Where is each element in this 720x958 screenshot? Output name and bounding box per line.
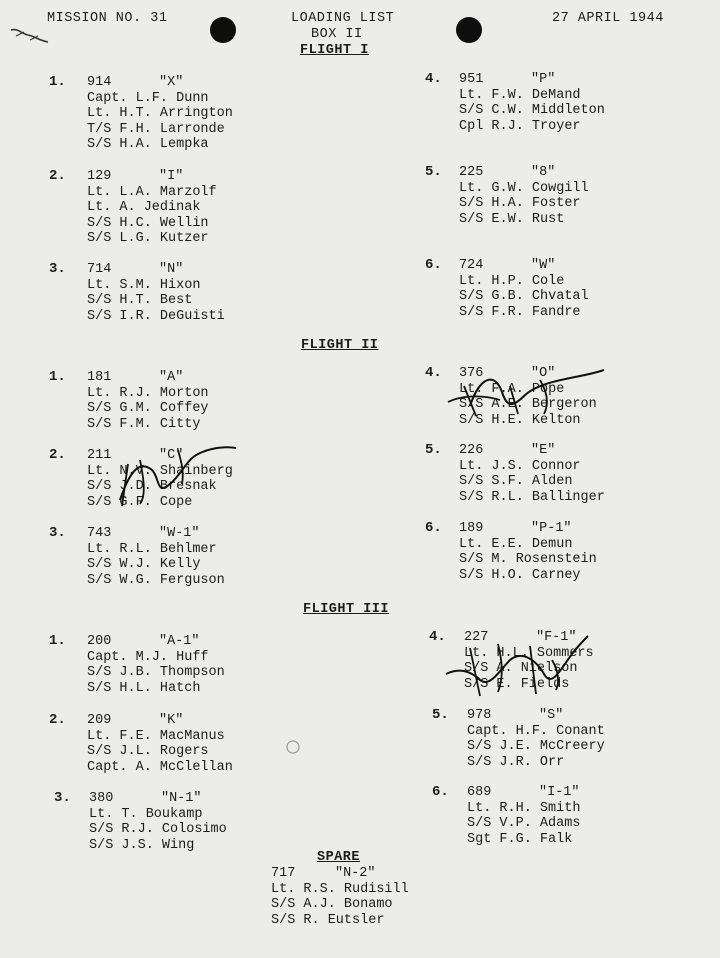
entry-number: 5. xyxy=(432,707,449,723)
aircraft-serial: 743 xyxy=(87,526,112,541)
aircraft-serial: 951 xyxy=(459,72,484,87)
flight-2-title: FLIGHT II xyxy=(301,338,379,353)
crew-member: S/S H.C. Wellin xyxy=(87,215,209,231)
aircraft-entry xyxy=(425,366,597,428)
entry-number: 3. xyxy=(49,525,66,541)
aircraft-callsign: "P" xyxy=(531,72,556,87)
crew-member: Lt. F.W. DeMand xyxy=(459,87,581,103)
aircraft-serial: 209 xyxy=(87,713,112,728)
crew-member: Lt. J.S. Connor xyxy=(459,458,581,474)
aircraft-entry xyxy=(425,521,597,583)
crew-member: S/S H.E. Kelton xyxy=(459,412,581,428)
aircraft-callsign: "N-2" xyxy=(335,866,376,881)
aircraft-callsign: "N" xyxy=(159,262,184,277)
crew-member: S/S L.G. Kutzer xyxy=(87,231,209,246)
crew-member: Capt. H.F. Conant xyxy=(467,723,605,739)
crew-member: S/S G.F. Cope xyxy=(87,494,193,510)
crew-member: S/S A.J. Bonamo xyxy=(271,897,393,912)
aircraft-entry xyxy=(425,258,589,320)
aircraft-callsign: "I-1" xyxy=(539,785,580,800)
entry-number: 5. xyxy=(425,164,442,180)
entry-number: 3. xyxy=(54,790,71,806)
crew-member: S/S R.J. Colosimo xyxy=(89,822,227,837)
crew-member: S/S J.L. Rogers xyxy=(87,744,209,759)
entry-number: 6. xyxy=(432,784,449,800)
crew-member: S/S E.W. Rust xyxy=(459,211,565,227)
aircraft-entry xyxy=(49,169,217,247)
crew-member: S/S F.M. Citty xyxy=(87,416,201,432)
aircraft-callsign: "P-1" xyxy=(531,521,572,536)
aircraft-serial: 914 xyxy=(87,75,112,90)
spare-aircraft-entry xyxy=(271,866,409,928)
crew-member: Lt. R.J. Morton xyxy=(87,385,209,401)
aircraft-callsign: "K" xyxy=(159,713,184,728)
entry-number: 4. xyxy=(425,365,442,381)
aircraft-callsign: "W" xyxy=(531,258,556,273)
flight-1-title: FLIGHT I xyxy=(300,43,369,58)
entry-number: 1. xyxy=(49,369,66,385)
crew-member: S/S H.A. Lempka xyxy=(87,137,209,152)
aircraft-callsign: "F-1" xyxy=(536,630,577,645)
crew-member: Capt. L.F. Dunn xyxy=(87,90,209,106)
crew-member: Lt. S.M. Hixon xyxy=(87,277,201,293)
aircraft-serial: 200 xyxy=(87,634,112,649)
aircraft-serial: 724 xyxy=(459,258,484,273)
crew-member: Lt. A. Jedinak xyxy=(87,200,201,215)
aircraft-entry xyxy=(429,630,594,692)
crew-member: Cpl R.J. Troyer xyxy=(459,118,581,134)
aircraft-serial: 978 xyxy=(467,708,492,723)
document-title: LOADING LIST xyxy=(291,11,395,26)
aircraft-serial: 226 xyxy=(459,443,484,458)
aircraft-callsign: "S" xyxy=(539,708,564,723)
aircraft-callsign: "C" xyxy=(159,448,184,463)
crew-member: S/S C.W. Middleton xyxy=(459,103,605,118)
entry-number: 6. xyxy=(425,520,442,536)
aircraft-serial: 129 xyxy=(87,169,112,184)
crew-member: S/S A.E. Bergeron xyxy=(459,397,597,412)
aircraft-entry xyxy=(432,785,580,847)
aircraft-entry xyxy=(49,448,233,510)
entry-number: 6. xyxy=(425,257,442,273)
crew-member: S/S J.R. Orr xyxy=(467,754,565,770)
crew-member: Capt. M.J. Huff xyxy=(87,649,209,665)
punch-hole-left xyxy=(210,17,236,43)
entry-number: 2. xyxy=(49,447,66,463)
flight-3-title: FLIGHT III xyxy=(303,602,390,617)
aircraft-serial: 227 xyxy=(464,630,489,645)
crew-member: S/S J.D. Bresnak xyxy=(87,479,217,494)
crew-member: S/S H.T. Best xyxy=(87,293,193,308)
aircraft-entry xyxy=(49,262,225,324)
aircraft-serial: 225 xyxy=(459,165,484,180)
aircraft-entry xyxy=(49,634,225,696)
crew-member: S/S V.P. Adams xyxy=(467,816,581,831)
spare-title: SPARE xyxy=(317,850,361,865)
aircraft-callsign: "E" xyxy=(531,443,556,458)
crew-member: S/S R. Eutsler xyxy=(271,912,385,928)
crew-member: S/S E. Fields xyxy=(464,676,570,692)
aircraft-entry xyxy=(432,708,605,770)
aircraft-serial: 689 xyxy=(467,785,492,800)
crew-member: Lt. G.W. Cowgill xyxy=(459,180,589,196)
crew-member: Sgt F.G. Falk xyxy=(467,831,573,847)
crew-member: T/S F.H. Larronde xyxy=(87,121,225,137)
crew-member: S/S G.M. Coffey xyxy=(87,401,209,416)
aircraft-entry xyxy=(49,370,209,432)
crew-member: S/S H.O. Carney xyxy=(459,567,581,583)
faint-stamp-mark xyxy=(284,738,302,756)
crew-member: Lt. L.A. Marzolf xyxy=(87,184,217,200)
entry-number: 2. xyxy=(49,168,66,184)
aircraft-entry xyxy=(425,443,605,505)
mission-number: MISSION NO. 31 xyxy=(47,11,168,26)
punch-hole-right xyxy=(456,17,482,43)
crew-member: S/S G.B. Chvatal xyxy=(459,289,589,304)
aircraft-serial: 211 xyxy=(87,448,112,463)
crew-member: Lt. E.E. Demun xyxy=(459,536,573,552)
entry-number: 1. xyxy=(49,633,66,649)
crew-member: S/S I.R. DeGuisti xyxy=(87,308,225,324)
aircraft-entry xyxy=(49,526,225,588)
entry-number: 5. xyxy=(425,442,442,458)
crew-member: S/S S.F. Alden xyxy=(459,474,573,489)
entry-number: 3. xyxy=(49,261,66,277)
aircraft-serial: 717 xyxy=(271,866,296,881)
crew-member: Lt. T. Boukamp xyxy=(89,806,203,822)
crew-member: S/S M. Rosenstein xyxy=(459,552,597,567)
crew-member: S/S W.J. Kelly xyxy=(87,557,201,572)
aircraft-callsign: "8" xyxy=(531,165,556,180)
aircraft-callsign: "O" xyxy=(531,366,556,381)
aircraft-entry xyxy=(54,791,227,853)
entry-number: 1. xyxy=(49,74,66,90)
entry-number: 4. xyxy=(425,71,442,87)
aircraft-serial: 181 xyxy=(87,370,112,385)
aircraft-callsign: "A-1" xyxy=(159,634,200,649)
aircraft-callsign: "X" xyxy=(159,75,184,90)
aircraft-entry xyxy=(49,75,233,153)
entry-number: 4. xyxy=(429,629,446,645)
aircraft-callsign: "W-1" xyxy=(159,526,200,541)
crew-member: S/S J.E. McCreery xyxy=(467,739,605,754)
crew-member: Lt. F.A. Pope xyxy=(459,381,565,397)
crew-member: S/S F.R. Fandre xyxy=(459,304,581,320)
aircraft-callsign: "N-1" xyxy=(161,791,202,806)
aircraft-entry xyxy=(425,165,589,227)
aircraft-callsign: "I" xyxy=(159,169,184,184)
crew-member: S/S R.L. Ballinger xyxy=(459,489,605,505)
crew-member: Capt. A. McClellan xyxy=(87,759,233,775)
aircraft-entry xyxy=(49,713,233,775)
aircraft-callsign: "A" xyxy=(159,370,184,385)
crew-member: S/S J.B. Thompson xyxy=(87,665,225,680)
aircraft-serial: 714 xyxy=(87,262,112,277)
crew-member: Lt. H.L. Sommers xyxy=(464,645,594,661)
aircraft-serial: 380 xyxy=(89,791,114,806)
crew-member: S/S J.S. Wing xyxy=(89,837,195,853)
aircraft-serial: 189 xyxy=(459,521,484,536)
aircraft-serial: 376 xyxy=(459,366,484,381)
crew-member: Lt. H.T. Arrington xyxy=(87,106,233,121)
aircraft-entry xyxy=(425,72,605,134)
crew-member: S/S W.G. Ferguson xyxy=(87,572,225,588)
crew-member: S/S H.L. Hatch xyxy=(87,680,201,696)
crew-member: Lt. H.P. Cole xyxy=(459,273,565,289)
crew-member: Lt. F.E. MacManus xyxy=(87,728,225,744)
crew-member: S/S A. Nielson xyxy=(464,661,578,676)
crew-member: Lt. R.H. Smith xyxy=(467,800,581,816)
entry-number: 2. xyxy=(49,712,66,728)
mission-date: 27 APRIL 1944 xyxy=(552,11,664,26)
crew-member: Lt. N.V. Shainberg xyxy=(87,463,233,479)
box-label: BOX II xyxy=(311,27,363,42)
crew-member: S/S H.A. Foster xyxy=(459,196,581,211)
crew-member: Lt. R.S. Rudisill xyxy=(271,881,409,897)
crew-member: Lt. R.L. Behlmer xyxy=(87,541,217,557)
